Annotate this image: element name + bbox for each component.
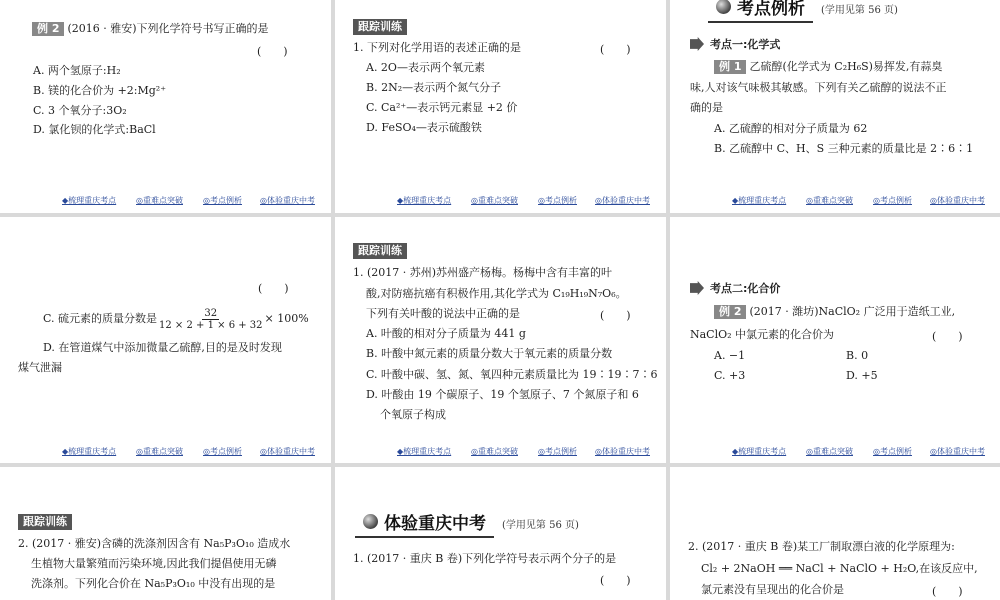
stem-line-1: 2. (2017 · 重庆 B 卷)某工厂制取漂白液的化学原理为: bbox=[688, 540, 955, 553]
answer-paren: ( ) bbox=[932, 585, 963, 598]
option-d-line-2: 个氧原子构成 bbox=[380, 408, 446, 421]
slide-panel-6 bbox=[670, 217, 1000, 463]
option-a: A. 乙硫醇的相对分子质量为 62 bbox=[714, 122, 868, 135]
option-c: C. 硫元素的质量分数是 $\frac{32}{12 \times 2 + 1 \times 6 + 32}$ × 100% bbox=[43, 307, 309, 331]
stem-line-2: 生植物大量繁殖而污染环境,因此我们提倡使用无磷 bbox=[31, 557, 277, 570]
nav-link-kaodian[interactable]: ◆梳理重庆考点 bbox=[397, 447, 452, 456]
nav-link-kaodianlixi[interactable]: ◎考点例析 bbox=[538, 196, 577, 205]
question-stem: 1. 下列对化学用语的表述正确的是 bbox=[353, 41, 521, 54]
answer-paren: ( ) bbox=[600, 309, 631, 322]
answer-paren: ( ) bbox=[600, 43, 631, 56]
section-title: 体验重庆中考 (学用见第 56 页) bbox=[355, 509, 579, 538]
answer-paren: ( ) bbox=[600, 574, 631, 587]
equation-line: Cl₂ + 2NaOH ══ NaCl + NaClO + H₂O,在该反应中, bbox=[701, 562, 978, 575]
nav-link-kaodianlixi[interactable]: ◎考点例析 bbox=[538, 447, 577, 456]
stem-line-3: 氯元素没有呈现出的化合价是 bbox=[701, 583, 844, 596]
example-badge: 例 2 bbox=[714, 305, 746, 319]
option-d-line-1: D. 叶酸由 19 个碳原子、19 个氢原子、7 个氮原子和 6 bbox=[366, 388, 639, 401]
slide-panel-8 bbox=[335, 467, 666, 600]
slide-panel-7 bbox=[0, 467, 331, 600]
nav-link-kaodianlixi[interactable]: ◎考点例析 bbox=[203, 196, 242, 205]
option-a: A. 2O—表示两个氧元素 bbox=[366, 61, 485, 74]
example-badge: 例 1 bbox=[714, 60, 746, 74]
stem-line-2: 酸,对防癌抗癌有积极作用,其化学式为 C₁₉H₁₉N₇O₆。 bbox=[366, 287, 627, 300]
disc-icon bbox=[363, 514, 378, 529]
page-ref-note: (学用见第 56 页) bbox=[821, 5, 898, 16]
nav-link-zhongnandian[interactable]: ◎重难点突破 bbox=[471, 196, 518, 205]
nav-link-tiyan[interactable]: ◎体验重庆中考 bbox=[930, 447, 985, 456]
keypoint-heading: 考点一:化学式 bbox=[690, 36, 780, 52]
nav-link-tiyan[interactable]: ◎体验重庆中考 bbox=[930, 196, 985, 205]
stem-line-3: 确的是 bbox=[690, 101, 723, 114]
answer-paren: ( ) bbox=[258, 282, 289, 295]
slide-panel-4 bbox=[0, 217, 331, 463]
option-c: C. 3 个氧分子:3O₂ bbox=[33, 104, 127, 117]
option-d-line-1: D. 在管道煤气中添加微量乙硫醇,目的是及时发现 bbox=[43, 341, 282, 354]
slide-panel-3 bbox=[670, 0, 1000, 213]
option-b: B. 镁的化合价为 +2:Mg²⁺ bbox=[33, 84, 167, 97]
nav-link-zhongnandian[interactable]: ◎重难点突破 bbox=[806, 196, 853, 205]
slide-panel-9 bbox=[670, 467, 1000, 600]
disc-icon bbox=[716, 0, 731, 14]
nav-link-kaodianlixi[interactable]: ◎考点例析 bbox=[873, 196, 912, 205]
stem-line-2: NaClO₂ 中氯元素的化合价为 bbox=[690, 328, 835, 341]
nav-link-kaodian[interactable]: ◆梳理重庆考点 bbox=[397, 196, 452, 205]
tracking-tag: 跟踪训练 bbox=[353, 19, 407, 35]
nav-link-kaodianlixi[interactable]: ◎考点例析 bbox=[203, 447, 242, 456]
option-b: B. 0 bbox=[846, 349, 869, 362]
arrow-icon bbox=[690, 281, 704, 295]
nav-link-zhongnandian[interactable]: ◎重难点突破 bbox=[136, 447, 183, 456]
nav-link-zhongnandian[interactable]: ◎重难点突破 bbox=[806, 447, 853, 456]
option-d-line-2: 煤气泄漏 bbox=[18, 361, 62, 374]
tracking-tag: 跟踪训练 bbox=[18, 514, 72, 530]
example-1-stem: 例 1 乙硫醇(化学式为 C₂H₆S)易挥发,有蒜臭 bbox=[714, 60, 942, 74]
page-ref-note: (学用见第 56 页) bbox=[502, 520, 579, 531]
option-c: C. +3 bbox=[714, 369, 746, 382]
option-c: C. 叶酸中碳、氢、氮、氧四种元素质量比为 19∶19∶7∶6 bbox=[366, 368, 658, 381]
mass-fraction: $\frac{32}{12 \times 2 + 1 \times 6 + 32}$ bbox=[159, 307, 263, 331]
nav-link-tiyan[interactable]: ◎体验重庆中考 bbox=[595, 196, 650, 205]
slide-panel-1 bbox=[0, 0, 331, 213]
option-b: B. 2N₂—表示两个氮气分子 bbox=[366, 81, 502, 94]
nav-link-tiyan[interactable]: ◎体验重庆中考 bbox=[260, 196, 315, 205]
nav-link-kaodian[interactable]: ◆梳理重庆考点 bbox=[62, 196, 117, 205]
tracking-tag: 跟踪训练 bbox=[353, 243, 407, 259]
example-2-stem: 例 2 (2016 · 雅安)下列化学符号书写正确的是 bbox=[32, 22, 269, 36]
slide-panel-2 bbox=[335, 0, 666, 213]
example-badge: 例 2 bbox=[32, 22, 64, 36]
nav-link-kaodian[interactable]: ◆梳理重庆考点 bbox=[62, 447, 117, 456]
nav-link-tiyan[interactable]: ◎体验重庆中考 bbox=[595, 447, 650, 456]
stem-line-1: 1. (2017 · 苏州)苏州盛产杨梅。杨梅中含有丰富的叶 bbox=[353, 266, 613, 279]
question-stem: 1. (2017 · 重庆 B 卷)下列化学符号表示两个分子的是 bbox=[353, 552, 617, 565]
stem-line-3: 洗涤剂。下列化合价在 Na₅P₃O₁₀ 中没有出现的是 bbox=[31, 577, 276, 590]
option-b: B. 乙硫醇中 C、H、S 三种元素的质量比是 2∶6∶1 bbox=[714, 142, 974, 155]
option-a: A. 两个氢原子:H₂ bbox=[33, 64, 121, 77]
stem-line-3: 下列有关叶酸的说法中正确的是 bbox=[366, 307, 520, 320]
nav-link-zhongnandian[interactable]: ◎重难点突破 bbox=[471, 447, 518, 456]
stem-line-1: 2. (2017 · 雅安)含磷的洗涤剂因含有 Na₅P₃O₁₀ 造成水 bbox=[18, 537, 291, 550]
arrow-icon bbox=[690, 37, 704, 51]
answer-paren: ( ) bbox=[257, 45, 288, 58]
option-d: D. 氯化钡的化学式:BaCl bbox=[33, 123, 156, 136]
nav-link-zhongnandian[interactable]: ◎重难点突破 bbox=[136, 196, 183, 205]
section-title: 考点例析 (学用见第 56 页) bbox=[708, 0, 898, 23]
option-d: D. FeSO₄—表示硫酸铁 bbox=[366, 121, 482, 134]
nav-link-kaodian[interactable]: ◆梳理重庆考点 bbox=[732, 196, 787, 205]
keypoint-heading: 考点二:化合价 bbox=[690, 280, 780, 296]
nav-link-kaodian[interactable]: ◆梳理重庆考点 bbox=[732, 447, 787, 456]
option-a: A. −1 bbox=[714, 349, 746, 362]
answer-paren: ( ) bbox=[932, 330, 963, 343]
option-c: C. Ca²⁺—表示钙元素显 +2 价 bbox=[366, 101, 518, 114]
nav-link-kaodianlixi[interactable]: ◎考点例析 bbox=[873, 447, 912, 456]
nav-link-tiyan[interactable]: ◎体验重庆中考 bbox=[260, 447, 315, 456]
slide-panel-5 bbox=[335, 217, 666, 463]
example-2-stem: 例 2 (2017 · 潍坊)NaClO₂ 广泛用于造纸工业, bbox=[714, 305, 955, 319]
stem-line-2: 味,人对该气味极其敏感。下列有关乙硫醇的说法不正 bbox=[690, 81, 947, 94]
option-a: A. 叶酸的相对分子质量为 441 g bbox=[366, 327, 526, 340]
option-b: B. 叶酸中氮元素的质量分数大于氧元素的质量分数 bbox=[366, 347, 613, 360]
option-d: D. +5 bbox=[846, 369, 878, 382]
